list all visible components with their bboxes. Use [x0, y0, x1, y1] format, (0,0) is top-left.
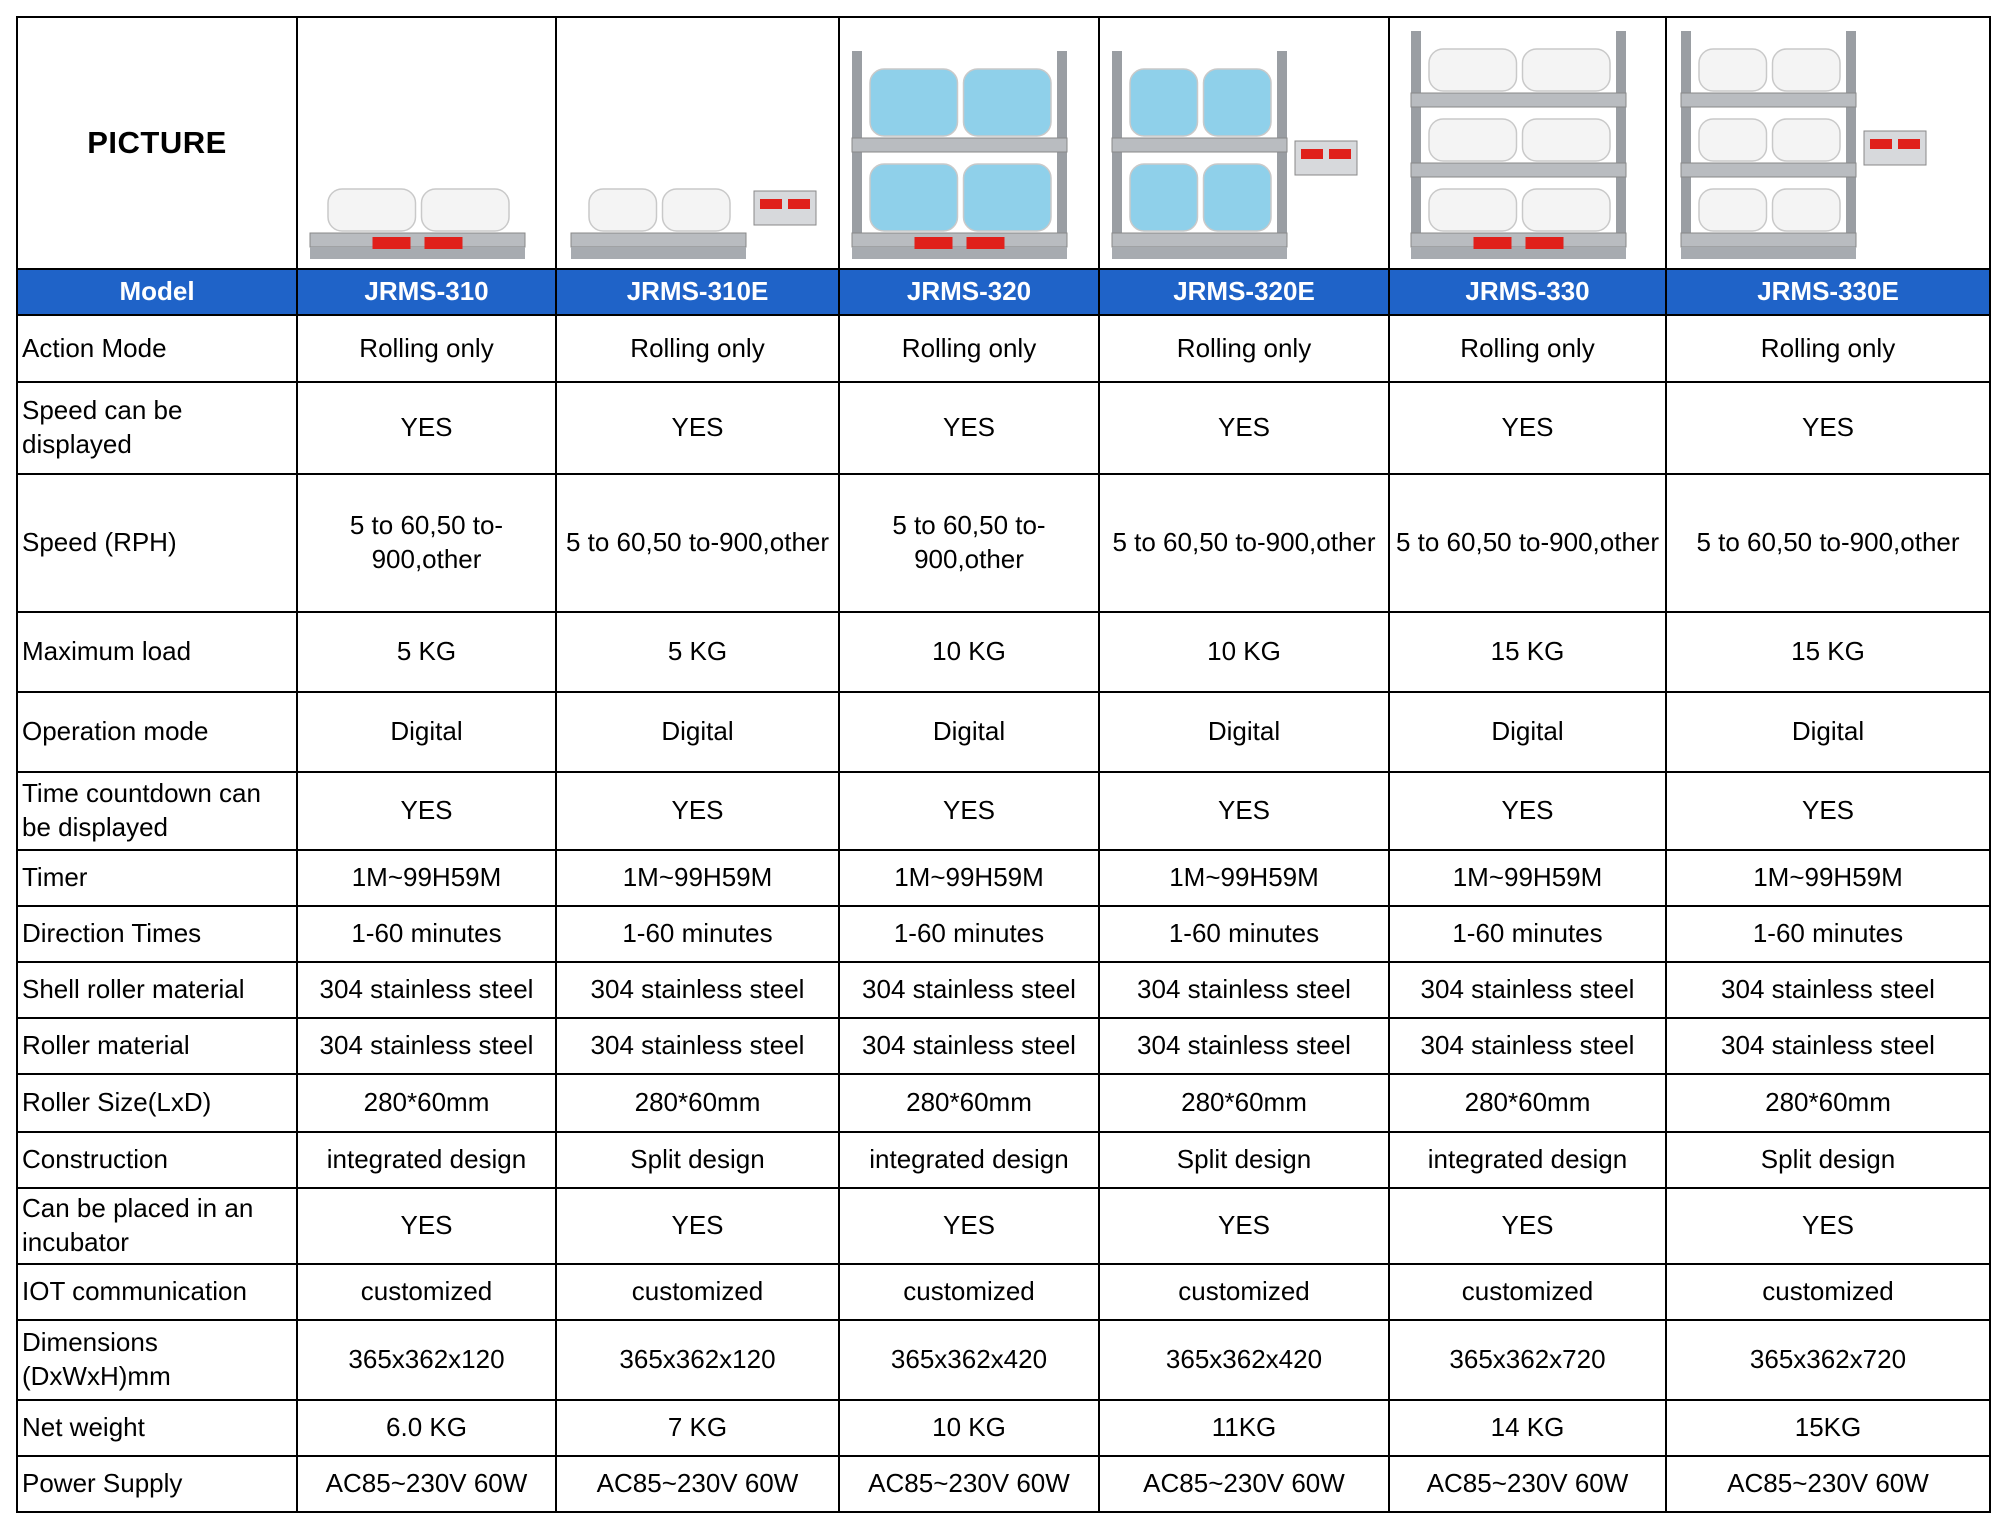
spec-row	[17, 772, 1990, 850]
frame-post	[1846, 31, 1856, 251]
roller-tray	[310, 233, 525, 247]
spec-value: 1-60 minutes	[556, 906, 839, 962]
spec-row	[17, 1132, 1990, 1188]
spec-value: 5 to 60,50 to-900,other	[839, 474, 1099, 612]
spec-label: Net weight	[17, 1400, 297, 1456]
spec-value: YES	[1389, 382, 1666, 474]
spec-value: Rolling only	[1389, 315, 1666, 382]
spec-value: 304 stainless steel	[297, 1018, 556, 1074]
base	[571, 247, 746, 259]
spec-value: 5 KG	[297, 612, 556, 692]
product-image-cell	[839, 17, 1099, 269]
picture-label: PICTURE	[87, 124, 227, 160]
spec-value: 304 stainless steel	[556, 1018, 839, 1074]
spec-value: Digital	[556, 692, 839, 772]
spec-value: Digital	[1389, 692, 1666, 772]
bottle	[1699, 189, 1767, 231]
timer-display	[967, 237, 1005, 249]
bottle	[1429, 119, 1517, 161]
spec-value: 304 stainless steel	[1666, 1018, 1990, 1074]
spec-label: Action Mode	[17, 315, 297, 382]
spec-value: 304 stainless steel	[1666, 962, 1990, 1018]
spec-value: 304 stainless steel	[297, 962, 556, 1018]
spec-value: AC85~230V 60W	[1666, 1456, 1990, 1512]
spec-label: Roller Size(LxD)	[17, 1074, 297, 1132]
spec-value: Rolling only	[1099, 315, 1389, 382]
spec-value: 304 stainless steel	[1099, 1018, 1389, 1074]
product-image-cell	[556, 17, 839, 269]
spec-value: Rolling only	[297, 315, 556, 382]
bottle	[1522, 189, 1610, 231]
speed-display	[915, 237, 953, 249]
spec-value: 1M~99H59M	[839, 850, 1099, 906]
bottle	[1699, 119, 1767, 161]
spec-value: YES	[1666, 772, 1990, 850]
spec-label: Maximum load	[17, 612, 297, 692]
spec-row	[17, 315, 1990, 382]
spec-value: Rolling only	[1666, 315, 1990, 382]
roller-tray	[1112, 138, 1287, 152]
spec-value: 5 to 60,50 to-900,other	[556, 474, 839, 612]
spec-value: 280*60mm	[839, 1074, 1099, 1132]
spec-value: AC85~230V 60W	[839, 1456, 1099, 1512]
spec-value: customized	[556, 1264, 839, 1320]
spec-value: YES	[1099, 382, 1389, 474]
spec-value: YES	[839, 382, 1099, 474]
spec-label: Time countdown can be displayed	[17, 772, 297, 850]
spec-value: 5 to 60,50 to-900,other	[1389, 474, 1666, 612]
spec-value: 1-60 minutes	[1666, 906, 1990, 962]
product-image	[1104, 23, 1384, 263]
spec-value: 365x362x720	[1389, 1320, 1666, 1400]
spec-value: Split design	[1666, 1132, 1990, 1188]
model-name: JRMS-330E	[1666, 269, 1990, 315]
spec-table	[16, 16, 1991, 1513]
timer-display	[424, 237, 462, 249]
bottle	[1204, 164, 1272, 231]
spec-value: YES	[297, 1188, 556, 1264]
product-image	[1403, 23, 1653, 263]
spec-value: YES	[1099, 1188, 1389, 1264]
spec-value: customized	[1389, 1264, 1666, 1320]
product-image	[844, 23, 1094, 263]
model-name: JRMS-310	[297, 269, 556, 315]
spec-value: YES	[556, 1188, 839, 1264]
picture-label-cell	[17, 17, 297, 269]
base	[1112, 247, 1287, 259]
spec-row	[17, 1018, 1990, 1074]
spec-label: Direction Times	[17, 906, 297, 962]
spec-value: YES	[1389, 1188, 1666, 1264]
spec-value: 6.0 KG	[297, 1400, 556, 1456]
bottle	[964, 69, 1052, 136]
spec-row	[17, 1400, 1990, 1456]
spec-label: Shell roller material	[17, 962, 297, 1018]
spec-value: YES	[1099, 772, 1389, 850]
spec-row	[17, 1264, 1990, 1320]
spec-value: 280*60mm	[297, 1074, 556, 1132]
spec-value: 304 stainless steel	[1389, 1018, 1666, 1074]
base	[310, 247, 525, 259]
spec-value: Rolling only	[556, 315, 839, 382]
bottle	[1204, 69, 1272, 136]
spec-value: 304 stainless steel	[839, 1018, 1099, 1074]
spec-value: integrated design	[297, 1132, 556, 1188]
spec-row	[17, 1188, 1990, 1264]
roller-tray	[1681, 93, 1856, 107]
spec-value: YES	[297, 772, 556, 850]
product-image	[563, 23, 833, 263]
timer-display	[788, 199, 810, 209]
spec-value: 1-60 minutes	[1099, 906, 1389, 962]
model-label: Model	[17, 269, 297, 315]
bottle	[328, 189, 416, 231]
spec-value: 1M~99H59M	[1099, 850, 1389, 906]
spec-label: Roller material	[17, 1018, 297, 1074]
spec-value: Split design	[556, 1132, 839, 1188]
spec-value: YES	[1666, 1188, 1990, 1264]
bottle	[870, 69, 958, 136]
spec-value: 15KG	[1666, 1400, 1990, 1456]
roller-tray	[1411, 163, 1626, 177]
spec-label: Speed can be displayed	[17, 382, 297, 474]
spec-label: Timer	[17, 850, 297, 906]
bottle	[1522, 119, 1610, 161]
roller-tray	[852, 233, 1067, 247]
product-image	[1673, 23, 1983, 263]
spec-value: 10 KG	[839, 1400, 1099, 1456]
spec-value: 280*60mm	[556, 1074, 839, 1132]
spec-value: Digital	[839, 692, 1099, 772]
spec-value: 14 KG	[1389, 1400, 1666, 1456]
model-name: JRMS-320E	[1099, 269, 1389, 315]
spec-value: 304 stainless steel	[556, 962, 839, 1018]
frame-post	[1411, 31, 1421, 251]
spec-row	[17, 1320, 1990, 1400]
model-header-row	[17, 269, 1990, 315]
speed-display	[1473, 237, 1511, 249]
spec-value: 7 KG	[556, 1400, 839, 1456]
roller-tray	[1411, 93, 1626, 107]
spec-label: Can be placed in an incubator	[17, 1188, 297, 1264]
frame-post	[1681, 31, 1691, 251]
spec-value: 280*60mm	[1099, 1074, 1389, 1132]
spec-value: 1M~99H59M	[297, 850, 556, 906]
spec-value: AC85~230V 60W	[1389, 1456, 1666, 1512]
spec-value: Digital	[1099, 692, 1389, 772]
spec-label: IOT communication	[17, 1264, 297, 1320]
product-image-cell	[1389, 17, 1666, 269]
spec-value: 1M~99H59M	[1666, 850, 1990, 906]
bottle	[589, 189, 657, 231]
spec-value: 365x362x120	[297, 1320, 556, 1400]
spec-value: integrated design	[1389, 1132, 1666, 1188]
roller-tray	[571, 233, 746, 247]
spec-value: 280*60mm	[1666, 1074, 1990, 1132]
spec-row	[17, 612, 1990, 692]
spec-row	[17, 906, 1990, 962]
spec-value: Split design	[1099, 1132, 1389, 1188]
bottle	[1522, 49, 1610, 91]
spec-value: customized	[1666, 1264, 1990, 1320]
speed-display	[760, 199, 782, 209]
spec-value: AC85~230V 60W	[1099, 1456, 1389, 1512]
roller-tray	[1112, 233, 1287, 247]
picture-row	[17, 17, 1990, 269]
bottle	[1773, 119, 1841, 161]
spec-value: customized	[839, 1264, 1099, 1320]
bottle	[1130, 69, 1198, 136]
spec-value: 1M~99H59M	[556, 850, 839, 906]
base	[1681, 247, 1856, 259]
spec-value: 304 stainless steel	[839, 962, 1099, 1018]
spec-label: Power Supply	[17, 1456, 297, 1512]
spec-row	[17, 850, 1990, 906]
timer-display	[1525, 237, 1563, 249]
roller-tray	[1681, 163, 1856, 177]
spec-row	[17, 962, 1990, 1018]
bottle	[1773, 49, 1841, 91]
spec-value: 304 stainless steel	[1099, 962, 1389, 1018]
spec-value: YES	[556, 382, 839, 474]
spec-value: customized	[1099, 1264, 1389, 1320]
spec-value: 5 to 60,50 to-900,other	[297, 474, 556, 612]
spec-value: 1-60 minutes	[1389, 906, 1666, 962]
roller-tray	[1411, 233, 1626, 247]
spec-value: YES	[839, 1188, 1099, 1264]
spec-label: Speed (RPH)	[17, 474, 297, 612]
base	[1411, 247, 1626, 259]
spec-value: YES	[1389, 772, 1666, 850]
model-name: JRMS-310E	[556, 269, 839, 315]
spec-row	[17, 474, 1990, 612]
bottle	[421, 189, 509, 231]
spec-value: 5 to 60,50 to-900,other	[1666, 474, 1990, 612]
spec-value: 5 KG	[556, 612, 839, 692]
spec-value: 1M~99H59M	[1389, 850, 1666, 906]
spec-value: 10 KG	[1099, 612, 1389, 692]
spec-value: 10 KG	[839, 612, 1099, 692]
spec-value: AC85~230V 60W	[556, 1456, 839, 1512]
model-name: JRMS-320	[839, 269, 1099, 315]
bottle	[1429, 49, 1517, 91]
speed-display	[1301, 149, 1323, 159]
timer-display	[1898, 139, 1920, 149]
spec-value: YES	[839, 772, 1099, 850]
base	[852, 247, 1067, 259]
spec-row	[17, 1456, 1990, 1512]
spec-value: 365x362x420	[839, 1320, 1099, 1400]
spec-value: Digital	[297, 692, 556, 772]
bottle	[1773, 189, 1841, 231]
spec-row	[17, 1074, 1990, 1132]
bottle	[662, 189, 730, 231]
spec-value: 365x362x720	[1666, 1320, 1990, 1400]
roller-tray	[1681, 233, 1856, 247]
spec-value: 15 KG	[1389, 612, 1666, 692]
spec-row	[17, 692, 1990, 772]
product-image-cell	[1099, 17, 1389, 269]
spec-value: YES	[297, 382, 556, 474]
spec-value: 5 to 60,50 to-900,other	[1099, 474, 1389, 612]
frame-post	[1616, 31, 1626, 251]
spec-value: customized	[297, 1264, 556, 1320]
product-image-cell	[297, 17, 556, 269]
spec-value: 11KG	[1099, 1400, 1389, 1456]
bottle	[1130, 164, 1198, 231]
spec-value: 365x362x420	[1099, 1320, 1389, 1400]
bottle	[1429, 189, 1517, 231]
spec-value: YES	[556, 772, 839, 850]
bottle	[870, 164, 958, 231]
spec-value: Rolling only	[839, 315, 1099, 382]
spec-value: 280*60mm	[1389, 1074, 1666, 1132]
product-image-cell	[1666, 17, 1990, 269]
product-image	[302, 23, 552, 263]
spec-value: 1-60 minutes	[839, 906, 1099, 962]
spec-value: AC85~230V 60W	[297, 1456, 556, 1512]
spec-value: 15 KG	[1666, 612, 1990, 692]
roller-tray	[852, 138, 1067, 152]
spec-label: Construction	[17, 1132, 297, 1188]
spec-value: integrated design	[839, 1132, 1099, 1188]
model-name: JRMS-330	[1389, 269, 1666, 315]
bottle	[964, 164, 1052, 231]
spec-value: YES	[1666, 382, 1990, 474]
spec-value: Digital	[1666, 692, 1990, 772]
spec-label: Operation mode	[17, 692, 297, 772]
timer-display	[1329, 149, 1351, 159]
spec-value: 1-60 minutes	[297, 906, 556, 962]
spec-value: 304 stainless steel	[1389, 962, 1666, 1018]
spec-row	[17, 382, 1990, 474]
speed-display	[1870, 139, 1892, 149]
bottle	[1699, 49, 1767, 91]
spec-label: Dimensions (DxWxH)mm	[17, 1320, 297, 1400]
spec-value: 365x362x120	[556, 1320, 839, 1400]
speed-display	[372, 237, 410, 249]
